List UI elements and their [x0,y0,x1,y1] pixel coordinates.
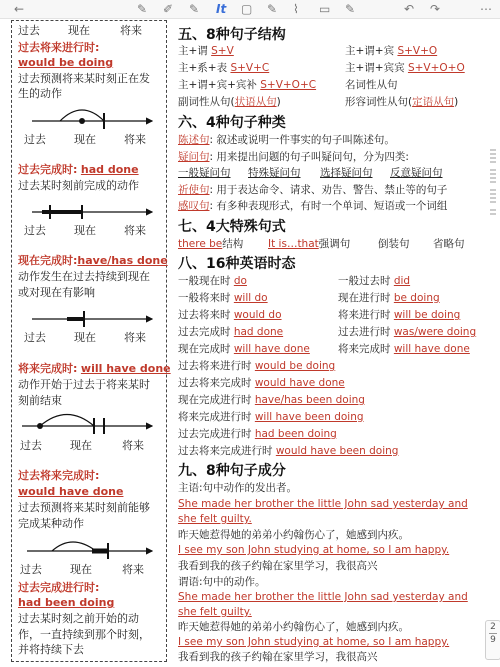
tense-desc-line: 生的动作 [18,87,62,100]
tense-name: 一般过去时 [338,275,394,287]
tense-title-past-future-perfect: 过去将来完成时: [18,469,100,482]
structure-item [345,44,437,58]
tense-title-present-perfect: 现在完成时: [18,254,78,267]
section-title-sentence-types: 六、4种句子种类 [178,115,286,131]
tense-title-future-perfect: 将来完成时: [18,362,78,375]
tense-form: will be doing [393,309,461,321]
section-title-tenses: 八、16种英语时态 [178,256,296,272]
structure-formula: S+V+O [397,45,438,57]
sentence-type-item [178,183,447,197]
tense-form: do [233,275,247,287]
sentence-type-desc: : 用于表达命令、请求、劝告、警告、禁止等的句子 [209,184,448,196]
sentence-type-name: 疑问句 [178,151,210,163]
tense-desc-line: 动作发生在过去持续到现在 [18,270,150,283]
scroll-grip-icon [484,20,500,660]
sentence-type-desc: : 用来提出问题的句子叫疑问句，分为四类: [209,151,409,163]
tense-item [178,393,365,407]
example-sentence: She made her brother the little John sad yesterday and [178,591,468,603]
timeline-label-future: 将来 [122,563,144,576]
timeline-label-past: 过去 [20,439,42,452]
tense-diagram-panel [11,20,171,662]
element-line: 谓语:句中的动作。 [178,576,266,588]
question-type: 一般疑问句 [178,167,231,179]
sentence-type-desc: : 叙述或说明一件事实的句子叫陈述句。 [209,134,395,146]
example-translation: 昨天她惹得她的弟弟小约翰伤心了，她感到内疚。 [178,529,409,541]
structure-item: 名词性从句 [345,79,398,91]
structure-item [178,78,316,92]
tense-form: will have done [233,343,310,355]
tense-heading-future-perfect [18,362,171,376]
tense-item [338,325,476,339]
tense-name: 过去将来完成进行时 [178,445,276,457]
tense-form: did [393,275,411,287]
sentence-type-name: 陈述句 [178,134,210,146]
toolbar [0,0,500,19]
section-title-special-sentences: 七、4大特殊句式 [178,219,286,235]
tense-form: will have done [393,343,470,355]
section-title-sentence-elements: 九、8种句子成分 [178,463,286,479]
pencil-tool-icon[interactable]: ✐ [163,2,174,16]
structure-label: 副词性从句( [178,96,235,108]
text-tool-icon[interactable]: It [216,2,227,16]
structure-formula: S+V+O+C [260,79,317,91]
timeline-label-now: 现在 [74,133,96,146]
structure-item [345,61,465,75]
page-total: 9 [490,635,496,645]
tense-item [178,308,282,322]
tense-name: 过去完成进行时 [178,428,255,440]
tense-item [178,410,364,424]
tense-item [178,291,268,305]
tense-formula-have-has-done: have/has done [77,254,168,267]
tense-desc-line: 过去某时刻前完成的动作 [18,179,139,192]
tense-desc-line: 过去预测将来某时刻正在发 [18,72,150,85]
special-sentence: 倒装句 [378,238,410,250]
special-sentence-name: there be [178,238,223,250]
sentence-type-name: 感叹句 [178,200,210,212]
pen-tool-icon[interactable]: ✎ [137,2,148,16]
timeline-label-future: 将来 [120,24,142,37]
tense-formula-would-have-done: would have done [18,485,124,498]
page-indicator[interactable] [485,620,500,660]
page-current: 2 [490,622,496,632]
tense-name: 现在完成时 [178,343,234,355]
structure-formula: S+V [211,45,234,57]
lasso-tool-icon[interactable]: ⌇ [293,2,299,16]
highlighter-tool-icon[interactable]: ✎ [267,2,278,16]
tense-item [178,325,283,339]
timeline-label-past: 过去 [24,133,46,146]
structure-formula: S+V+O+O [407,62,465,74]
example-sentence: I see my son John studying at home, so I am happy. [178,544,450,556]
tense-heading-present-perfect [18,254,168,268]
structure-formula: S+V+C [230,62,270,74]
redo-button[interactable]: ↷ [430,2,441,16]
tense-form: would be doing [254,360,336,372]
sentence-type-item [178,199,447,213]
section-title-sentence-structures: 五、8种句子结构 [178,27,286,43]
example-sentence: she felt guilty. [178,513,252,525]
tense-item [338,342,470,356]
structure-label: ) [276,96,281,108]
timeline-label-future: 将来 [124,224,146,237]
tense-desc-line: 过去某时刻之前开始的动 [18,612,139,625]
tense-name: 过去将来时 [178,309,234,321]
timeline-label-now: 现在 [70,439,92,452]
timeline-label-past: 过去 [24,331,46,344]
structure-label: 主+谓+宾 [345,45,398,57]
undo-button[interactable]: ↶ [404,2,415,16]
tense-form: would have done [254,377,345,389]
tense-form: be doing [393,292,440,304]
brush-tool-icon[interactable]: ✎ [345,2,356,16]
example-translation: 我看到我的孩子约翰在家里学习，我很高兴 [178,560,378,572]
tense-item [338,291,440,305]
structure-label: 形容词性从句( [345,96,413,108]
timeline-label-now: 现在 [74,224,96,237]
structure-label: ) [454,96,459,108]
tense-name: 一般现在时 [178,275,234,287]
special-sentence: 省略句 [433,238,465,250]
timeline-label-future: 将来 [124,331,146,344]
timeline-label-now: 现在 [70,563,92,576]
tense-desc-line: 刻前结束 [18,394,62,407]
tense-title-past-future-continuous: 过去将来进行时: [18,41,100,54]
structure-item [178,61,269,75]
special-sentence [178,237,243,251]
eraser-tool-icon[interactable]: ▭ [319,2,331,16]
structure-label: 主+系+表 [178,62,231,74]
example-translation: 我看到我的孩子约翰在家里学习，我很高兴 [178,651,378,663]
sentence-type-name: 祈使句 [178,184,210,196]
tense-item [178,274,247,288]
structure-item [345,95,458,109]
tense-form: would have been doing [275,445,399,457]
tense-form: will have been doing [254,411,364,423]
tense-item [178,444,398,458]
structure-label: 主+谓 [178,45,212,57]
example-sentence: I see my son John studying at home, so I am happy. [178,636,450,648]
tense-item [178,376,345,390]
structure-item [178,95,281,109]
tense-form: have/has been doing [254,394,365,406]
question-type: 特殊疑问句 [248,167,301,179]
structure-label: 主+谓+宾宾 [345,62,408,74]
tense-name: 现在完成进行时 [178,394,255,406]
example-translation: 昨天她惹得她的弟弟小约翰伤心了，她感到内疚。 [178,621,409,633]
tense-name: 一般将来时 [178,292,234,304]
structure-formula: 状语从句 [234,96,277,108]
example-sentence: she felt guilty. [178,606,252,618]
sentence-type-item [178,133,395,147]
tense-formula-had-been-doing: had been doing [18,596,115,609]
tense-desc-line: 完成某种动作 [18,517,84,530]
shape-tool-icon[interactable]: ▢ [241,2,253,16]
tense-name: 过去完成时 [178,326,234,338]
tense-desc-line: 并将持续下去 [18,643,84,656]
timeline-label-now: 现在 [68,24,90,37]
marker-tool-icon[interactable]: ✎ [189,2,200,16]
tense-name: 将来完成进行时 [178,411,255,423]
tense-heading-past-perfect [18,163,139,177]
tense-desc-line: 动作开始于过去于将来某时 [18,378,150,391]
element-line: 主语:句中动作的发出者。 [178,482,298,494]
tense-formula-will-have-done: will have done [80,362,171,375]
question-type: 选择疑问句 [320,167,373,179]
tense-name: 过去将来进行时 [178,360,255,372]
tense-item [178,427,337,441]
timeline-label-past: 过去 [20,563,42,576]
tense-form: had been doing [254,428,337,440]
special-sentence-label: 强调句 [318,238,351,250]
tense-desc-line: 作，一直持续到那个时刻， [18,628,150,641]
back-button[interactable]: ← [14,2,25,16]
timeline-label-past: 过去 [24,224,46,237]
example-sentence: She made her brother the little John sad yesterday and [178,498,468,510]
tense-form: would do [233,309,282,321]
tense-form: will do [233,292,268,304]
special-sentence-label: 结构 [222,238,244,250]
tense-name: 过去将来完成时 [178,377,255,389]
tense-form: was/were doing [393,326,477,338]
tense-desc-line: 过去预测将来某时刻前能够 [18,501,150,514]
tense-desc-line: 或对现在有影响 [18,286,95,299]
tense-name: 过去进行时 [338,326,394,338]
tense-name: 将来完成时 [338,343,394,355]
special-sentence-name: It is…that [268,238,319,250]
tense-item [338,274,410,288]
tense-title-past-perfect: 过去完成时: [18,163,78,176]
tense-formula-had-done: had done [80,163,139,176]
side-scrollbar[interactable] [484,20,500,660]
tense-item [338,308,460,322]
structure-formula: 定语从句 [412,96,455,108]
more-icon[interactable]: ⋯ [480,2,492,16]
tense-form: had done [233,326,284,338]
question-type: 反意疑问句 [390,167,443,179]
tense-name: 将来进行时 [338,309,394,321]
timeline-label-now: 现在 [74,331,96,344]
structure-label: 主+谓+宾+宾补 [178,79,261,91]
timeline-label-future: 将来 [122,439,144,452]
tense-item [178,342,310,356]
tense-name: 现在进行时 [338,292,394,304]
structure-item [178,44,234,58]
tense-formula-would-be-doing: would be doing [18,56,114,69]
special-sentence [268,237,350,251]
timeline-label-past: 过去 [18,24,40,37]
sentence-type-item [178,150,409,164]
tense-title-past-perfect-continuous: 过去完成进行时: [18,581,100,594]
tense-item [178,359,335,373]
timeline-label-future: 将来 [124,133,146,146]
sentence-type-desc: : 有多种表现形式，有时一个单词、短语或一个词组 [209,200,448,212]
